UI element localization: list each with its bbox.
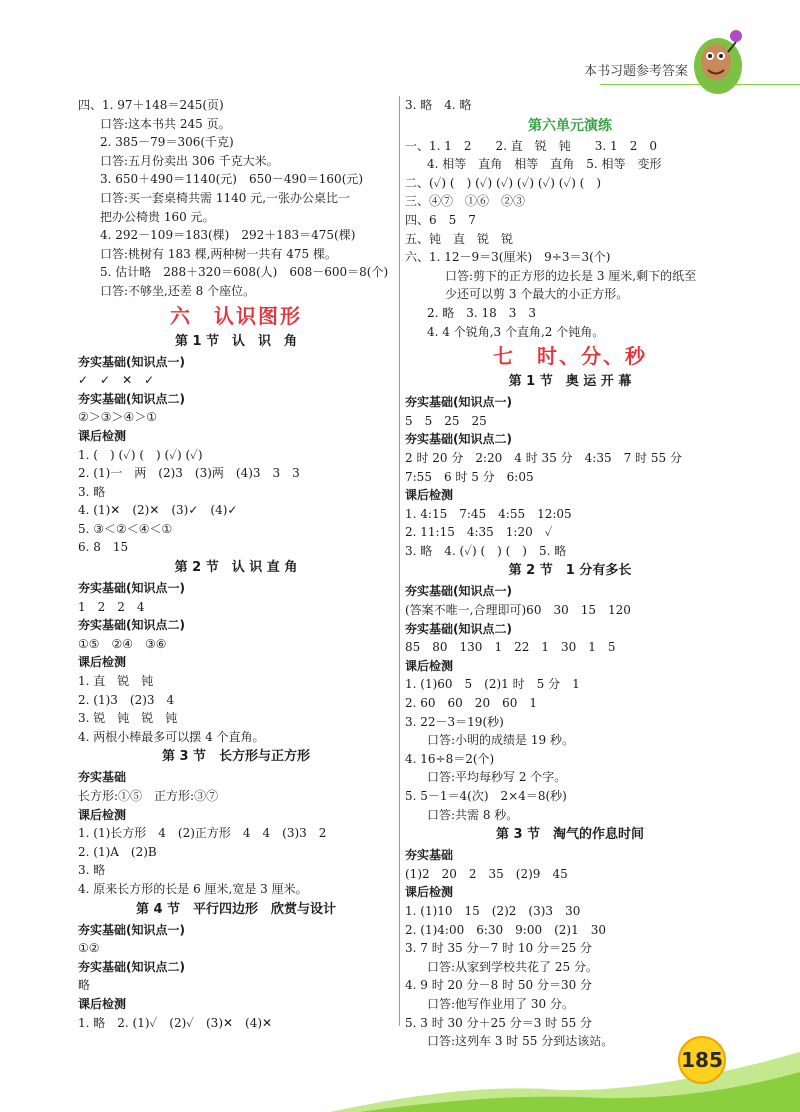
column-divider xyxy=(399,96,400,1026)
answer-line: (1)2 20 2 35 (2)9 45 xyxy=(405,866,568,881)
answer-line: 3. 锐 钝 锐 钝 xyxy=(78,711,178,726)
answer-line: 口答:买一套桌椅共需 1140 元,一张办公桌比一 xyxy=(100,190,351,205)
subsection-label: 夯实基础(知识点二) xyxy=(78,959,185,974)
answer-line: 1. 直 锐 钝 xyxy=(78,674,154,689)
left-column xyxy=(78,96,394,1032)
section-heading: 第 3 节 淘气的作息时间 xyxy=(495,827,645,843)
subsection-label: 夯实基础(知识点二) xyxy=(405,432,512,447)
answer-line: 4. 两根小棒最多可以摆 4 个直角。 xyxy=(78,729,265,744)
subsection-label: 夯实基础(知识点二) xyxy=(78,618,185,633)
answer-line: 2. 60 60 20 60 1 xyxy=(405,696,537,711)
answer-line: 口答:共需 8 秒。 xyxy=(427,807,519,822)
section-heading: 第 2 节 1 分有多长 xyxy=(508,563,632,579)
answer-line: 少还可以剪 3 个最大的小正方形。 xyxy=(445,287,629,302)
subsection-label: 课后检测 xyxy=(405,488,454,503)
answer-line: 5. ③＜②＜④＜① xyxy=(78,521,173,536)
subsection-label: 课后检测 xyxy=(78,996,127,1011)
subsection-label: 课后检测 xyxy=(405,885,454,900)
answer-line: 2 时 20 分 2:20 4 时 35 分 4:35 7 时 55 分 xyxy=(405,450,682,465)
answer-line: 3. 略 xyxy=(78,484,106,499)
answer-line: 3. 7 时 35 分－7 时 10 分＝25 分 xyxy=(405,941,593,956)
answer-line: 5. 5－1＝4(次) 2×4＝8(秒) xyxy=(405,789,567,803)
right-column xyxy=(405,96,735,1051)
subsection-label: 课后检测 xyxy=(78,807,127,822)
answer-line: 3. 650＋490＝1140(元) 650－490＝160(元) xyxy=(100,172,364,187)
page-number-badge: 185 xyxy=(678,1036,726,1084)
section-heading: 第 3 节 长方形与正方形 xyxy=(161,749,311,765)
answer-line: 略 xyxy=(78,978,91,993)
subsection-label: 课后检测 xyxy=(78,655,127,670)
subsection-label: 夯实基础(知识点二) xyxy=(78,391,185,406)
answer-line: 4. 原来长方形的长是 6 厘米,宽是 3 厘米。 xyxy=(78,881,308,896)
answer-line: 口答:桃树有 183 棵,两种树一共有 475 棵。 xyxy=(100,246,337,261)
answer-line: 一、1. 1 2 2. 直 锐 钝 3. 1 2 0 xyxy=(405,138,657,153)
answer-line: 四、6 5 7 xyxy=(405,212,476,227)
answer-line: ✓ ✓ ✕ ✓ xyxy=(78,373,155,388)
header-title: 本书习题参考答案 xyxy=(583,64,688,79)
answer-line: 5. 估计略 288＋320＝608(人) 608－600＝8(个) xyxy=(100,265,389,280)
section-heading: 第 1 节 认 识 角 xyxy=(174,333,298,349)
answer-line: 1. (1)10 15 (2)2 (3)3 30 xyxy=(405,903,581,918)
answer-line: 4. 9 时 20 分－8 时 50 分＝30 分 xyxy=(405,978,593,993)
answer-line: 口答:从家到学校共花了 25 分。 xyxy=(427,959,598,974)
subsection-label: 夯实基础(知识点一) xyxy=(78,354,185,369)
answer-line: 2. 略 3. 18 3 3 xyxy=(427,305,537,320)
subsection-label: 夯实基础(知识点一) xyxy=(405,395,512,410)
answer-line: (答案不唯一,合理即可)60 30 15 120 xyxy=(405,603,631,618)
answer-line: 把办公椅贵 160 元。 xyxy=(100,209,215,224)
subsection-label: 夯实基础 xyxy=(405,848,454,863)
answer-line: 3. 略 xyxy=(78,863,106,878)
answer-line: 4. (1)✕ (2)✕ (3)✓ (4)✓ xyxy=(78,503,238,518)
subsection-label: 课后检测 xyxy=(78,428,127,443)
answer-line: 2. (1)4:00 6:30 9:00 (2)1 30 xyxy=(405,922,607,937)
answer-line: 口答:小明的成绩是 19 秒。 xyxy=(427,733,574,748)
subsection-label: 课后检测 xyxy=(405,658,454,673)
subsection-label: 夯实基础(知识点一) xyxy=(78,922,185,937)
answer-line: 1 2 2 4 xyxy=(78,599,145,614)
answer-line: 1. ( ) (✓) ( ) (✓) (✓) xyxy=(78,447,203,462)
answer-line: 85 80 130 1 22 1 30 1 5 xyxy=(405,640,616,655)
answer-line: 2. (1)一 两 (2)3 (3)两 (4)3 3 3 xyxy=(78,466,300,481)
answer-line: 口答:这本书共 245 页。 xyxy=(100,116,231,131)
answer-line: 四、1. 97＋148＝245(页) xyxy=(78,98,224,112)
answer-line: ①⑤ ②④ ③⑥ xyxy=(78,636,167,651)
answer-line: 口答:这列车 3 时 55 分到达该站。 xyxy=(427,1034,614,1049)
answer-line: 五、钝 直 锐 锐 xyxy=(405,231,514,246)
answer-line: 4. 292－109＝183(棵) 292＋183＝475(棵) xyxy=(100,228,356,243)
answer-line: 5 5 25 25 xyxy=(405,413,487,428)
answer-line: 2. 11:15 4:35 1:20 ✓ xyxy=(405,525,553,540)
answer-line: 7:55 6 时 5 分 6:05 xyxy=(405,469,534,484)
answer-line: 1. 4:15 7:45 4:55 12:05 xyxy=(405,506,572,521)
answer-line: 1. (1)60 5 (2)1 时 5 分 1 xyxy=(405,677,580,692)
answer-line: ①② xyxy=(78,941,100,956)
answer-line: 3. 略 4. 略 xyxy=(405,98,472,112)
answer-line: 口答:他写作业用了 30 分。 xyxy=(427,996,574,1011)
answer-line: 2. (1)A (2)B xyxy=(78,844,157,859)
answer-line: 6. 8 15 xyxy=(78,540,129,555)
section-heading: 第 2 节 认 识 直 角 xyxy=(174,560,298,576)
unit-title: 六 认识图形 xyxy=(170,303,302,328)
answer-line: 5. 3 时 30 分＋25 分＝3 时 55 分 xyxy=(405,1015,593,1030)
answer-line: 长方形:①⑤ 正方形:③⑦ xyxy=(78,789,219,803)
section-heading: 第 1 节 奥 运 开 幕 xyxy=(508,374,632,390)
subsection-label: 夯实基础(知识点一) xyxy=(405,584,512,599)
answer-line: 3. 22－3＝19(秒) xyxy=(405,714,504,729)
answer-line: 六、1. 12－9＝3(厘米) 9÷3＝3(个) xyxy=(405,250,611,265)
answer-line: 口答:不够坐,还差 8 个座位。 xyxy=(100,283,256,298)
answer-line: 三、④⑦ ①⑥ ②③ xyxy=(405,194,526,209)
answer-line: 4. 16÷8＝2(个) xyxy=(405,751,495,766)
unit-review-title: 第六单元演练 xyxy=(528,117,612,134)
answer-line: 口答:平均每秒写 2 个字。 xyxy=(427,770,567,785)
answer-line: 4. 相等 直角 相等 直角 5. 相等 变形 xyxy=(427,157,662,172)
answer-line: 口答:剪下的正方形的边长是 3 厘米,剩下的纸至 xyxy=(445,268,697,283)
subsection-label: 夯实基础 xyxy=(78,770,127,785)
unit-title: 七 时、分、秒 xyxy=(493,344,647,369)
section-heading: 第 4 节 平行四边形 欣赏与设计 xyxy=(135,901,337,917)
answer-line: 4. 4 个锐角,3 个直角,2 个钝角。 xyxy=(427,324,605,339)
answer-line: 1. (1)长方形 4 (2)正方形 4 4 (3)3 2 xyxy=(78,826,327,841)
subsection-label: 夯实基础(知识点二) xyxy=(405,621,512,636)
answer-line: 二、(✓) ( ) (✓) (✓) (✓) (✓) (✓) ( ) xyxy=(405,175,602,190)
mascot-icon xyxy=(688,22,752,100)
answer-line: 3. 略 4. (✓) ( ) ( ) 5. 略 xyxy=(405,543,567,558)
answer-line: 口答:五月份卖出 306 千克大米。 xyxy=(100,153,279,168)
answer-line: 2. 385－79＝306(千克) xyxy=(100,135,234,150)
answer-line: ②＞③＞④＞① xyxy=(78,410,158,425)
subsection-label: 夯实基础(知识点一) xyxy=(78,581,185,596)
answer-line: 1. 略 2. (1)✓ (2)✓ (3)✕ (4)✕ xyxy=(78,1015,273,1030)
answer-line: 2. (1)3 (2)3 4 xyxy=(78,692,175,707)
